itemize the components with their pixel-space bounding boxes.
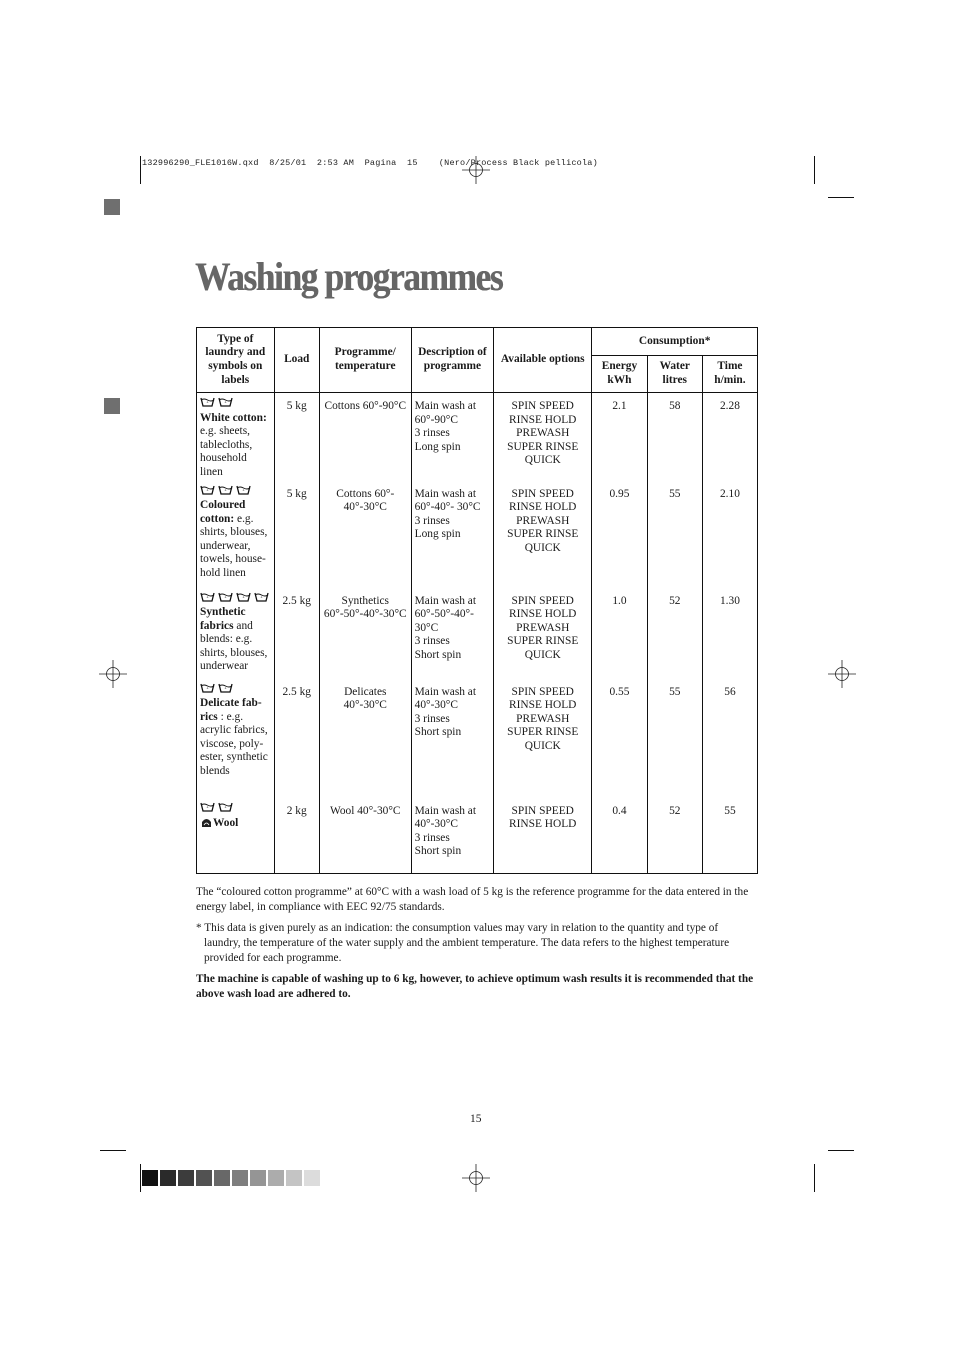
table-row <box>197 798 758 874</box>
option-item: RINSE HOLD <box>509 501 577 514</box>
option-item: SUPER RINSE <box>507 528 579 541</box>
programmes-table <box>196 327 758 874</box>
description-line: 3 rinses <box>414 427 450 440</box>
cell-time: 1.30 <box>702 588 757 679</box>
wash-symbols-icon <box>200 683 233 693</box>
option-item: PREWASH <box>516 427 570 440</box>
option-item: RINSE HOLD <box>509 413 577 426</box>
cell-programme: Delicates 40°-30°C <box>319 679 411 798</box>
wash-symbols-icon <box>200 485 251 495</box>
type-name: Wool <box>213 817 239 830</box>
option-item: QUICK <box>524 648 561 661</box>
cell-load: 5 kg <box>274 393 319 481</box>
asterisk-note-line: provided for each programme. <box>204 952 342 964</box>
description-line: 3 rinses <box>414 514 450 527</box>
description-line: Short spin <box>414 845 462 858</box>
cell-water: 52 <box>647 798 702 874</box>
wash-symbols-icon <box>200 592 269 602</box>
color-swatch <box>250 1170 266 1186</box>
option-item: SPIN SPEED <box>511 594 574 607</box>
cell-time: 2.28 <box>702 393 757 481</box>
description-line: Short spin <box>414 726 462 739</box>
description-line: 40°-30°C <box>414 699 458 712</box>
asterisk-note-line: * This data is given purely as an indication: the consumption values may vary in relation to the quantity and type of <box>196 922 719 934</box>
page-number: 15 <box>470 1113 482 1125</box>
wool-mark-icon <box>200 817 213 829</box>
svg-text:°: ° <box>242 596 245 602</box>
description-line: 60°-90°C <box>414 413 458 426</box>
option-item: SPIN SPEED <box>511 487 574 500</box>
reference-note: The “coloured cotton programme” at 60°C with a wash load of 5 kg is the reference programme for the data entered in the energy label, in compliance with EEC 92/75 standards. <box>196 886 749 913</box>
capacity-note: The machine is capable of washing up to 6 kg, however, to achieve optimum wash results it is recommended that the above wash load are adhered to. <box>196 973 754 1000</box>
option-item: QUICK <box>524 541 561 554</box>
type-name: Coloured cotton: <box>200 499 246 525</box>
description-line: Long spin <box>414 528 461 541</box>
description-line: 40°-30°C <box>414 818 458 831</box>
type-name: White cotton: <box>200 411 267 424</box>
header-options: Available options <box>494 328 592 393</box>
header-time: Time h/min. <box>702 356 757 393</box>
color-swatch <box>214 1170 230 1186</box>
type-name: Delicate fab-rics <box>200 697 262 723</box>
page-title: Washing programmes <box>195 254 503 299</box>
crop-mark <box>814 156 815 184</box>
registration-mark-icon <box>462 1164 490 1192</box>
svg-text:°: ° <box>224 489 227 495</box>
cell-description <box>411 798 494 874</box>
option-item: QUICK <box>524 739 561 752</box>
wash-symbols-icon <box>200 397 233 407</box>
cell-programme: Cottons 60°- 40°-30°C <box>319 481 411 588</box>
cell-energy: 2.1 <box>592 393 647 481</box>
type-detail: e.g. shirts, blouses, underwear, towels, house-hold linen <box>200 512 268 580</box>
crop-mark <box>814 1164 815 1192</box>
color-swatch <box>232 1170 248 1186</box>
cell-time: 2.10 <box>702 481 757 588</box>
registration-mark-icon <box>99 660 127 688</box>
color-swatch <box>304 1170 320 1186</box>
cell-options <box>494 588 592 679</box>
cell-energy: 1.0 <box>592 588 647 679</box>
option-item: QUICK <box>524 454 561 467</box>
cell-load: 2 kg <box>274 798 319 874</box>
description-line: Main wash at <box>414 685 477 698</box>
header-energy: Energy kWh <box>592 356 647 393</box>
description-line: 60°-40°- 30°C <box>414 501 481 514</box>
table-row <box>197 393 758 481</box>
cell-description <box>411 588 494 679</box>
gray-marker-square <box>104 199 120 215</box>
color-swatch <box>142 1170 158 1186</box>
asterisk-note-line: laundry, the temperature of the water supply and the ambient temperature. The data refers to the highest temperature <box>204 937 730 949</box>
svg-text:°: ° <box>242 489 245 495</box>
description-line: Short spin <box>414 648 462 661</box>
type-detail: and blends: e.g. shirts, blouses, underwear <box>200 619 268 673</box>
option-item: RINSE HOLD <box>509 608 577 621</box>
svg-text:°: ° <box>224 596 227 602</box>
cell-programme: Cottons 60°-90°C <box>319 393 411 481</box>
cell-options <box>494 798 592 874</box>
cell-load: 2.5 kg <box>274 588 319 679</box>
description-line: 60°-50°-40°- <box>414 608 474 621</box>
cell-time: 55 <box>702 798 757 874</box>
cell-description <box>411 481 494 588</box>
color-swatch <box>160 1170 176 1186</box>
color-swatch <box>196 1170 212 1186</box>
option-item: SUPER RINSE <box>507 440 579 453</box>
table-row <box>197 481 758 588</box>
cell-type <box>197 393 275 481</box>
type-detail: e.g. sheets, tablecloths, household linen <box>200 425 253 478</box>
description-line: Main wash at <box>414 487 477 500</box>
svg-text:°: ° <box>206 687 209 693</box>
cell-water: 55 <box>647 481 702 588</box>
cell-energy: 0.55 <box>592 679 647 798</box>
description-line: 3 rinses <box>414 831 450 844</box>
svg-text:°: ° <box>224 806 227 812</box>
table-row <box>197 679 758 798</box>
registration-mark-icon <box>462 156 490 184</box>
svg-text:°: ° <box>260 596 263 602</box>
cell-options <box>494 679 592 798</box>
cell-water: 55 <box>647 679 702 798</box>
header-programme: Programme/ temperature <box>319 328 411 393</box>
description-line: 3 rinses <box>414 635 450 648</box>
description-line: Main wash at <box>414 804 477 817</box>
svg-text:°: ° <box>206 402 209 407</box>
header-consumption: Consumption* <box>592 328 758 356</box>
option-item: RINSE HOLD <box>509 699 577 712</box>
registration-mark-icon <box>828 660 856 688</box>
cell-type <box>197 588 275 679</box>
cell-load: 5 kg <box>274 481 319 588</box>
svg-text:°: ° <box>224 402 227 407</box>
type-detail: : e.g. acrylic fabrics, viscose, poly-ester, synthetic blends <box>200 710 268 778</box>
cell-time: 56 <box>702 679 757 798</box>
option-item: SPIN SPEED <box>511 804 574 817</box>
svg-text:°: ° <box>206 489 209 495</box>
cell-load: 2.5 kg <box>274 679 319 798</box>
asterisk-note <box>196 921 762 966</box>
option-item: SUPER RINSE <box>507 635 579 648</box>
svg-text:°: ° <box>224 687 227 693</box>
color-swatch <box>286 1170 302 1186</box>
table-row <box>197 588 758 679</box>
option-item: PREWASH <box>516 712 570 725</box>
option-item: RINSE HOLD <box>509 818 577 831</box>
header-description: Description of programme <box>411 328 494 393</box>
cell-type <box>197 798 275 874</box>
description-line: 3 rinses <box>414 712 450 725</box>
description-line: Long spin <box>414 440 461 453</box>
option-item: SUPER RINSE <box>507 726 579 739</box>
cell-programme: Wool 40°-30°C <box>319 798 411 874</box>
description-line: 30°C <box>414 621 439 634</box>
crop-mark <box>140 156 141 184</box>
file-header-line: 132996290_FLE1016W.qxd 8/25/01 2:53 AM Pagina 15 (Nero/Process Black pellicola) <box>142 158 598 168</box>
cell-type <box>197 679 275 798</box>
header-load: Load <box>274 328 319 393</box>
option-item: SPIN SPEED <box>511 685 574 698</box>
crop-mark <box>828 197 854 198</box>
cell-options <box>494 481 592 588</box>
crop-mark <box>140 1164 141 1192</box>
cell-options <box>494 393 592 481</box>
option-item: PREWASH <box>516 621 570 634</box>
cell-energy: 0.95 <box>592 481 647 588</box>
wash-symbols-icon <box>200 802 233 812</box>
cell-water: 58 <box>647 393 702 481</box>
svg-text:°: ° <box>206 596 209 602</box>
svg-text:°: ° <box>206 806 209 812</box>
option-item: SPIN SPEED <box>511 400 574 412</box>
description-line: Main wash at <box>414 400 477 412</box>
gray-marker-square <box>104 398 120 414</box>
type-name: Synthetic fabrics <box>200 606 246 632</box>
option-item: PREWASH <box>516 514 570 527</box>
header-type: Type of laundry and symbols on labels <box>197 328 275 393</box>
cell-description <box>411 679 494 798</box>
cell-type <box>197 481 275 588</box>
header-water: Water litres <box>647 356 702 393</box>
color-swatch <box>178 1170 194 1186</box>
cell-water: 52 <box>647 588 702 679</box>
cell-programme: Synthetics 60°-50°-40°-30°C <box>319 588 411 679</box>
crop-mark <box>828 1150 854 1151</box>
crop-mark <box>100 1150 126 1151</box>
cell-energy: 0.4 <box>592 798 647 874</box>
description-line: Main wash at <box>414 594 477 607</box>
cell-description <box>411 393 494 481</box>
color-swatch <box>268 1170 284 1186</box>
